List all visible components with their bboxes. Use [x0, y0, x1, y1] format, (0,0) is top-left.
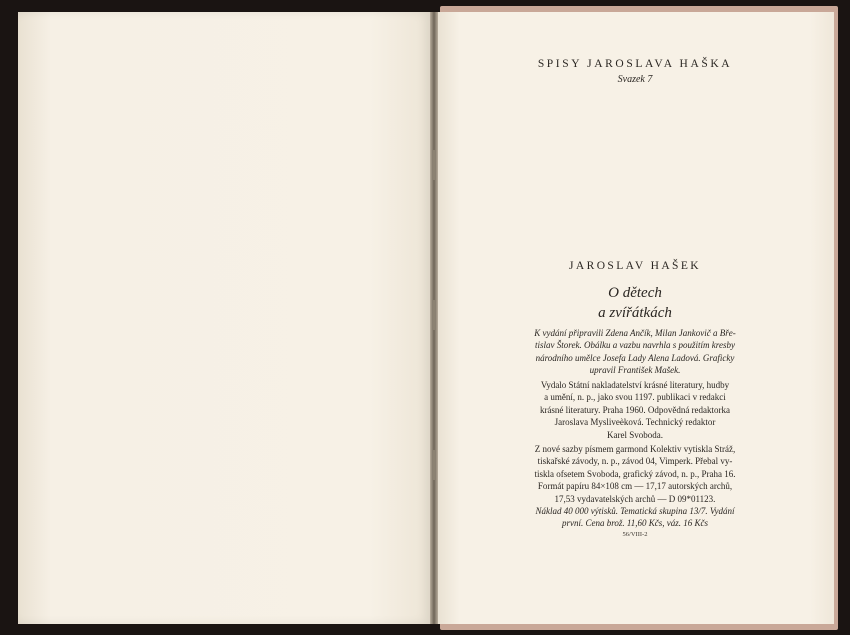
- colophon-line: Formát papíru 84×108 cm — 17,17 autorských archů,: [537, 481, 733, 492]
- colophon-line: tiskla ofsetem Svoboda, grafický závod, n. p., Praha 16.: [534, 468, 736, 479]
- colophon-edition: [500, 505, 770, 530]
- colophon-line: tiskařské závody, n. p., závod 04, Vimperk. Přebal vy-: [537, 456, 733, 467]
- book-title: [436, 283, 834, 323]
- volume-number: Svazek 7: [617, 74, 653, 85]
- colophon-line: Jaroslava Mysliveèková. Technický redaktor: [554, 417, 716, 428]
- colophon-line: Karel Svoboda.: [607, 429, 663, 440]
- author-name: JAROSLAV HAŠEK: [569, 260, 701, 272]
- book-title-line: O dětech: [608, 285, 662, 301]
- binding-stitch: [433, 150, 435, 180]
- left-page: [18, 12, 432, 624]
- colophon-line: a umění, n. p., jako svou 1197. publikaci v redakci: [544, 392, 726, 403]
- colophon-line: Náklad 40 000 výtisků. Tematická skupina 13/7. Vydání: [535, 506, 735, 516]
- binding-stitch: [433, 300, 435, 330]
- series-title: SPISY JAROSLAVA HAŠKA: [537, 58, 733, 70]
- binding-stitch: [433, 450, 435, 480]
- colophon-publisher: [500, 379, 770, 441]
- colophon-line: krásné literatury. Praha 1960. Odpovědná redaktorka: [539, 404, 731, 415]
- colophon-line: tislav Štorek. Obálku a vazbu navrhla s použitím kresby: [535, 340, 735, 351]
- colophon-line: Vydalo Státní nakladatelství krásné literatury, hudby: [540, 380, 730, 390]
- colophon-line: národního umělce Josefa Lady Alena Ladová. Graficky: [535, 352, 735, 363]
- colophon-printing: [500, 443, 770, 505]
- colophon-line: Z nové sazby písmem garmond Kolektiv vytiskla Stráž,: [534, 444, 736, 454]
- book-title-line: a zvířátkách: [598, 305, 672, 321]
- colophon-line: K vydání připravili Zdena Ančík, Milan Jankovič a Bře-: [534, 328, 736, 338]
- colophon-line: první. Cena brož. 11,60 Kčs, váz. 16 Kčs: [562, 518, 708, 529]
- colophon-editors: [500, 327, 770, 377]
- colophon-line: 17,53 vydavatelských archů — D 09*01123.: [554, 493, 716, 504]
- colophon-line: upravil František Mašek.: [589, 365, 681, 376]
- print-code: 56/VIII-2: [622, 531, 648, 538]
